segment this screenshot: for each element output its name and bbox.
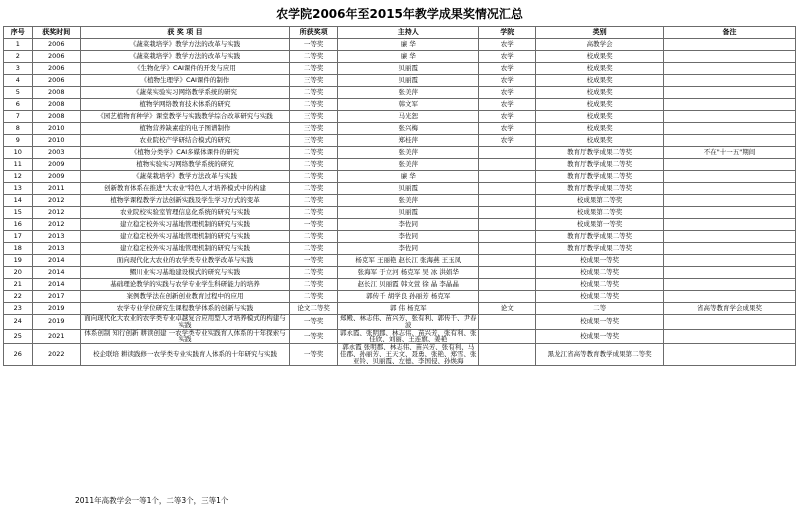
cell-year: 2010 — [32, 135, 80, 147]
cell-remark: 省高等教育学会成果奖 — [663, 303, 795, 315]
cell-award-level: 三等奖 — [289, 123, 337, 135]
cell-project: 《生物化学》CAI课件的开发与应用 — [80, 63, 289, 75]
cell-award-level: 二等奖 — [289, 171, 337, 183]
cell-award-level: 三等奖 — [289, 135, 337, 147]
cell-remark — [663, 291, 795, 303]
cell-leader: 韩文军 — [338, 99, 479, 111]
cell-year: 2014 — [32, 255, 80, 267]
cell-year: 2006 — [32, 51, 80, 63]
cell-index: 25 — [4, 329, 33, 344]
table-row — [4, 267, 796, 279]
cell-year: 2014 — [32, 279, 80, 291]
cell-college — [479, 267, 536, 279]
cell-project: 建立稳定校外实习基地管理机制的研究与实践 — [80, 231, 289, 243]
cell-remark — [663, 183, 795, 195]
cell-remark — [663, 51, 795, 63]
cell-project: 校企联培 耕读践修一农学类专业实践育人体系的十年研究与实践 — [80, 344, 289, 365]
cell-year: 2014 — [32, 267, 80, 279]
cell-remark — [663, 87, 795, 99]
cell-category: 教育厅教学成果二等奖 — [536, 243, 664, 255]
cell-award-level: 一等奖 — [289, 344, 337, 365]
cell-remark — [663, 111, 795, 123]
table-row — [4, 183, 796, 195]
cell-award-level: 二等奖 — [289, 291, 337, 303]
cell-category: 教育厅教学成果二等奖 — [536, 147, 664, 159]
table-row — [4, 207, 796, 219]
cell-leader: 贝丽霞 — [338, 207, 479, 219]
table-row — [4, 255, 796, 267]
page-title: 农学院2006年至2015年教学成果奖情况汇总 — [276, 7, 523, 21]
cell-leader: 张兴梅 — [338, 123, 479, 135]
cell-college — [479, 329, 536, 344]
cell-project: 农业院校产学研结合模式的研究 — [80, 135, 289, 147]
cell-college: 农学 — [479, 75, 536, 87]
cell-project: 体系创制 知行创新 耕读创建 一农学类专业实践育人体系的十年探索与实践 — [80, 329, 289, 344]
cell-year: 2013 — [32, 231, 80, 243]
cell-college — [479, 231, 536, 243]
cell-leader: 李佐同 — [338, 219, 479, 231]
table-row — [4, 123, 796, 135]
cell-index: 3 — [4, 63, 33, 75]
cell-leader: 张海军 于立河 杨克军 吴 冰 洪娟华 — [338, 267, 479, 279]
cell-index: 11 — [4, 159, 33, 171]
cell-year: 2008 — [32, 99, 80, 111]
cell-leader: 赵长江 贝丽霞 韩文萱 徐 晶 李晶晶 — [338, 279, 479, 291]
cell-index: 6 — [4, 99, 33, 111]
cell-leader: 廉 华 — [338, 51, 479, 63]
table-header — [4, 27, 796, 39]
cell-remark — [663, 63, 795, 75]
cell-leader: 贝丽霞 — [338, 63, 479, 75]
cell-year: 2010 — [32, 123, 80, 135]
cell-category: 教育厅教学成果二等奖 — [536, 183, 664, 195]
cell-award-level: 一等奖 — [289, 329, 337, 344]
cell-year: 2012 — [32, 195, 80, 207]
cell-index: 1 — [4, 39, 33, 51]
cell-college — [479, 159, 536, 171]
column-header-award-level: 所获奖项 — [289, 27, 337, 39]
table-row — [4, 75, 796, 87]
cell-award-level: 二等奖 — [289, 231, 337, 243]
cell-award-level: 一等奖 — [289, 219, 337, 231]
cell-project: 面向现代化大农业的农学类专业教学改革与实践 — [80, 255, 289, 267]
cell-project: 《蔬菜栽培学》教学方法的改革与实践 — [80, 39, 289, 51]
column-header-category: 类别 — [536, 27, 664, 39]
cell-project: 农业院校实验室管理信息化系统的研究与实践 — [80, 207, 289, 219]
table-header-row — [4, 27, 796, 39]
cell-index: 4 — [4, 75, 33, 87]
cell-leader: 郑桂萍 — [338, 135, 479, 147]
cell-college: 农学 — [479, 99, 536, 111]
table-body — [4, 39, 796, 366]
cell-index: 21 — [4, 279, 33, 291]
cell-remark — [663, 329, 795, 344]
cell-category: 教育厅教学成果二等奖 — [536, 171, 664, 183]
cell-category: 校成果第一等奖 — [536, 219, 664, 231]
table-row — [4, 291, 796, 303]
cell-year: 2008 — [32, 111, 80, 123]
cell-leader: 郭永霞、张明郡、林志伟、苗兴芳、张有利、张佳欣、刘丽、王连旗、姜艳 — [338, 329, 479, 344]
cell-leader: 郭传千 胡学良 孙丽芳 杨克军 — [338, 291, 479, 303]
cell-remark — [663, 315, 795, 330]
cell-index: 10 — [4, 147, 33, 159]
column-header-leader: 主持人 — [338, 27, 479, 39]
table-row — [4, 147, 796, 159]
cell-project: 《园艺植物育种学》课堂教学与实践教学综合改革研究与实践 — [80, 111, 289, 123]
cell-project: 《蔬菜栽培学》教学方法改革与实践 — [80, 171, 289, 183]
cell-college — [479, 315, 536, 330]
cell-award-level: 二等奖 — [289, 147, 337, 159]
cell-index: 17 — [4, 231, 33, 243]
cell-category: 校成果第二等奖 — [536, 207, 664, 219]
cell-remark — [663, 159, 795, 171]
cell-category: 校成果一等奖 — [536, 315, 664, 330]
cell-award-level: 一等奖 — [289, 39, 337, 51]
cell-index: 8 — [4, 123, 33, 135]
cell-year: 2003 — [32, 147, 80, 159]
cell-year: 2012 — [32, 219, 80, 231]
cell-award-level: 三等奖 — [289, 111, 337, 123]
cell-college — [479, 291, 536, 303]
cell-project: 植物营养缺素症的电子图谱制作 — [80, 123, 289, 135]
cell-leader: 郭 伟 杨克军 — [338, 303, 479, 315]
cell-category: 校成果奖 — [536, 63, 664, 75]
column-header-year: 获奖时间 — [32, 27, 80, 39]
cell-category: 校成果一等奖 — [536, 255, 664, 267]
cell-index: 23 — [4, 303, 33, 315]
cell-leader: 贝丽霞 — [338, 183, 479, 195]
table-row — [4, 315, 796, 330]
cell-project: 《植物分类学》CAI多媒体课件的研究 — [80, 147, 289, 159]
table-row — [4, 329, 796, 344]
cell-college — [479, 344, 536, 365]
table-row — [4, 303, 796, 315]
cell-project: 《蔬菜实验实习网络教学系统的研究 — [80, 87, 289, 99]
cell-leader: 杨克军 王丽艳 赵长江 张海燕 王玉凤 — [338, 255, 479, 267]
column-header-project: 获 奖 项 目 — [80, 27, 289, 39]
cell-project: 建立稳定校外实习基地管理机制的研究与实践 — [80, 219, 289, 231]
cell-college — [479, 243, 536, 255]
cell-category: 校成果奖 — [536, 99, 664, 111]
cell-award-level: 二等奖 — [289, 183, 337, 195]
cell-award-level: 二等奖 — [289, 195, 337, 207]
cell-college: 农学 — [479, 87, 536, 99]
cell-project: 农学专业学位研究生课程教学体系的创新与实践 — [80, 303, 289, 315]
cell-index: 26 — [4, 344, 33, 365]
cell-project: 建立稳定校外实习基地管理机制的研究与实践 — [80, 243, 289, 255]
cell-category: 校成果奖 — [536, 51, 664, 63]
cell-index: 5 — [4, 87, 33, 99]
cell-category: 校成果奖 — [536, 123, 664, 135]
cell-leader: 李佐同 — [338, 243, 479, 255]
cell-project: 《蔬菜栽培学》教学方法的改革与实践 — [80, 51, 289, 63]
cell-project: 《植物生理学》CAI课件的制作 — [80, 75, 289, 87]
cell-leader: 马光恕 — [338, 111, 479, 123]
cell-leader: 郑殿、林志伟、苗兴芳、张有利、郭传千、尹春波 — [338, 315, 479, 330]
cell-project: 植物学课程教学方法创新实践及学生学习方式的变革 — [80, 195, 289, 207]
cell-index: 14 — [4, 195, 33, 207]
column-header-remark: 备注 — [663, 27, 795, 39]
results-table — [3, 26, 796, 366]
cell-category: 校成果第二等奖 — [536, 195, 664, 207]
table-row — [4, 243, 796, 255]
cell-college: 农学 — [479, 63, 536, 75]
cell-year: 2012 — [32, 207, 80, 219]
cell-college: 农学 — [479, 135, 536, 147]
cell-index: 7 — [4, 111, 33, 123]
table-row — [4, 39, 796, 51]
cell-leader: 贝丽霞 — [338, 75, 479, 87]
cell-remark — [663, 123, 795, 135]
cell-college — [479, 219, 536, 231]
cell-index: 13 — [4, 183, 33, 195]
cell-remark — [663, 231, 795, 243]
cell-leader: 张美萍 — [338, 147, 479, 159]
table-row — [4, 171, 796, 183]
cell-category: 教育厅教学成果二等奖 — [536, 231, 664, 243]
cell-category: 校成果奖 — [536, 75, 664, 87]
table-row — [4, 63, 796, 75]
cell-leader: 廉 华 — [338, 39, 479, 51]
footnote-text: 2011年高教学会一等1个，二等3个，三等1个 — [75, 496, 229, 505]
table-row — [4, 135, 796, 147]
cell-remark — [663, 255, 795, 267]
cell-college — [479, 255, 536, 267]
cell-remark — [663, 75, 795, 87]
cell-project: 植物学网络教育技术体系的研究 — [80, 99, 289, 111]
cell-index: 16 — [4, 219, 33, 231]
cell-year: 2006 — [32, 63, 80, 75]
cell-remark — [663, 219, 795, 231]
cell-category: 校成果奖 — [536, 111, 664, 123]
cell-college — [479, 207, 536, 219]
cell-category: 二等 — [536, 303, 664, 315]
cell-award-level: 二等奖 — [289, 207, 337, 219]
cell-leader: 郭永霞 张明郡、林志伟、苗兴芳、张有利、马佳郡、孙丽芳、王天文、聂勇、张艳、郑雪、张亚铃、贝丽霞、左德、李国侵、孙焕海 — [338, 344, 479, 365]
table-row — [4, 87, 796, 99]
cell-college — [479, 147, 536, 159]
cell-year: 2022 — [32, 344, 80, 365]
cell-award-level: 二等奖 — [289, 87, 337, 99]
cell-category: 校成果奖 — [536, 135, 664, 147]
cell-remark — [663, 243, 795, 255]
cell-category: 校成果奖 — [536, 87, 664, 99]
table-row — [4, 344, 796, 365]
cell-project: 基础理论教学的实践与农学专业学生科研能力的培养 — [80, 279, 289, 291]
cell-index: 15 — [4, 207, 33, 219]
cell-year: 2006 — [32, 39, 80, 51]
cell-index: 24 — [4, 315, 33, 330]
cell-award-level: 二等奖 — [289, 63, 337, 75]
cell-year: 2008 — [32, 87, 80, 99]
cell-leader: 李佐同 — [338, 231, 479, 243]
cell-category: 校成果二等奖 — [536, 279, 664, 291]
cell-remark — [663, 171, 795, 183]
table-row — [4, 279, 796, 291]
cell-remark — [663, 195, 795, 207]
cell-remark — [663, 207, 795, 219]
cell-college — [479, 183, 536, 195]
cell-remark — [663, 279, 795, 291]
cell-category: 黑龙江省高等教育教学成果第二等奖 — [536, 344, 664, 365]
cell-category: 高教学会 — [536, 39, 664, 51]
cell-index: 9 — [4, 135, 33, 147]
cell-year: 2009 — [32, 171, 80, 183]
cell-award-level: 论文二等奖 — [289, 303, 337, 315]
cell-year: 2017 — [32, 291, 80, 303]
cell-leader: 张美萍 — [338, 87, 479, 99]
cell-year: 2011 — [32, 183, 80, 195]
cell-index: 18 — [4, 243, 33, 255]
cell-award-level: 三等奖 — [289, 75, 337, 87]
cell-category: 校成果二等奖 — [536, 267, 664, 279]
cell-college: 农学 — [479, 39, 536, 51]
table-row — [4, 219, 796, 231]
cell-project: 植物实验实习网络教学系统的研究 — [80, 159, 289, 171]
cell-year: 2019 — [32, 315, 80, 330]
cell-award-level: 二等奖 — [289, 243, 337, 255]
table-row — [4, 111, 796, 123]
table-row — [4, 195, 796, 207]
cell-remark — [663, 267, 795, 279]
cell-college: 农学 — [479, 111, 536, 123]
cell-leader: 张美萍 — [338, 159, 479, 171]
cell-year: 2006 — [32, 75, 80, 87]
cell-college — [479, 279, 536, 291]
cell-remark — [663, 135, 795, 147]
cell-year: 2009 — [32, 159, 80, 171]
cell-remark — [663, 344, 795, 365]
cell-project: 创新教育体系在推进"大农业"特色人才培养模式中的构建 — [80, 183, 289, 195]
column-header-index: 序号 — [4, 27, 33, 39]
cell-category: 校成果一等奖 — [536, 329, 664, 344]
cell-college — [479, 171, 536, 183]
cell-award-level: 二等奖 — [289, 99, 337, 111]
cell-project: 鳛川业实习基地建设模式的研究与实践 — [80, 267, 289, 279]
cell-index: 20 — [4, 267, 33, 279]
cell-index: 22 — [4, 291, 33, 303]
cell-college: 农学 — [479, 51, 536, 63]
cell-award-level: 二等奖 — [289, 159, 337, 171]
cell-award-level: 二等奖 — [289, 279, 337, 291]
cell-award-level: 一等奖 — [289, 315, 337, 330]
cell-remark — [663, 99, 795, 111]
cell-remark — [663, 39, 795, 51]
cell-index: 19 — [4, 255, 33, 267]
cell-leader: 廉 华 — [338, 171, 479, 183]
table-row — [4, 51, 796, 63]
cell-award-level: 二等奖 — [289, 267, 337, 279]
cell-college: 论文 — [479, 303, 536, 315]
cell-category: 教育厅教学成果二等奖 — [536, 159, 664, 171]
cell-index: 12 — [4, 171, 33, 183]
cell-project: 面向现代化大农业的农学类专业卓越复合应用型人才培养模式的构建与实践 — [80, 315, 289, 330]
cell-year: 2019 — [32, 303, 80, 315]
cell-index: 2 — [4, 51, 33, 63]
cell-remark: 不在"十一五"期间 — [663, 147, 795, 159]
table-row — [4, 159, 796, 171]
cell-college — [479, 195, 536, 207]
cell-project: 案例教学法在创新创业教育过程中的应用 — [80, 291, 289, 303]
cell-year: 2021 — [32, 329, 80, 344]
cell-leader: 张美萍 — [338, 195, 479, 207]
cell-college: 农学 — [479, 123, 536, 135]
cell-award-level: 一等奖 — [289, 255, 337, 267]
cell-year: 2013 — [32, 243, 80, 255]
table-row — [4, 231, 796, 243]
table-row — [4, 99, 796, 111]
cell-award-level: 二等奖 — [289, 51, 337, 63]
column-header-college: 学院 — [479, 27, 536, 39]
cell-category: 校成果二等奖 — [536, 291, 664, 303]
